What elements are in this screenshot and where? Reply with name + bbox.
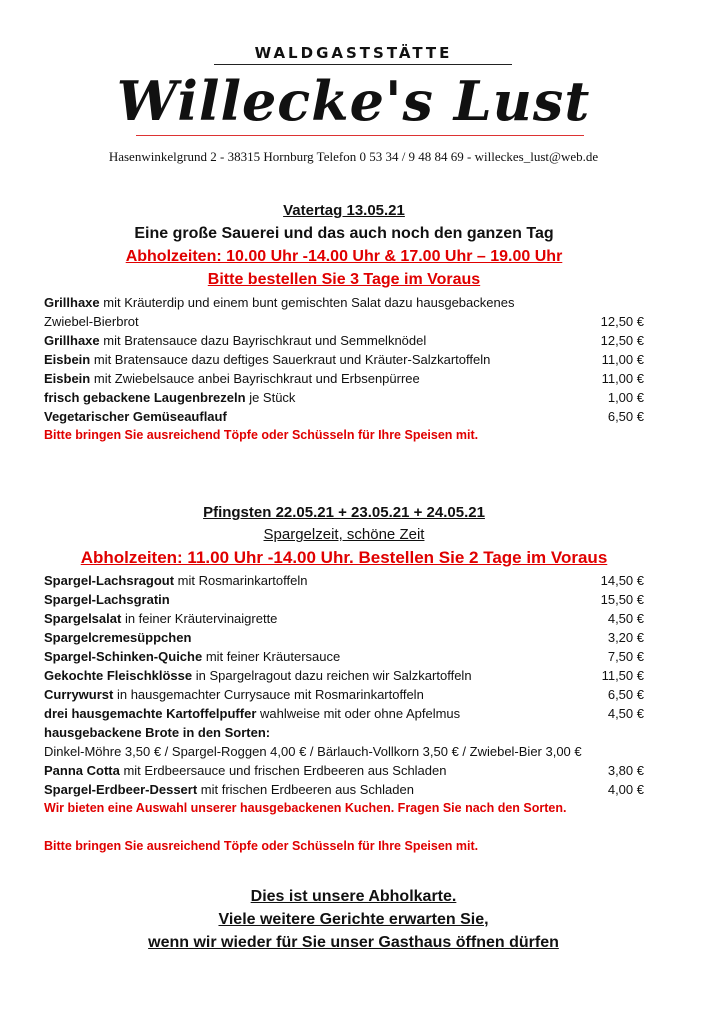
menu-row	[44, 388, 644, 407]
dish-desc: mit Bratensauce dazu Bayrischkraut und Semmelknödel	[99, 333, 427, 348]
section1-menu	[44, 293, 644, 445]
dish-name: Panna Cotta	[44, 763, 120, 778]
section2-heading	[44, 502, 644, 569]
menu-row	[44, 628, 644, 647]
section2-pickup: Abholzeiten: 11.00 Uhr -14.00 Uhr. Bestellen Sie 2 Tage im Voraus	[80, 548, 608, 567]
dish-price: 11,00 €	[601, 371, 644, 386]
section2-bring-note: Bitte bringen Sie ausreichend Töpfe oder Schüsseln für Ihre Speisen mit.	[44, 839, 479, 853]
dish-price: 15,50 €	[600, 592, 644, 607]
dish-price: 3,20 €	[607, 630, 644, 645]
dish-desc: Zwiebel-Bierbrot	[44, 314, 139, 329]
dish-desc: wahlweise mit oder ohne Apfelmus	[256, 706, 461, 721]
section1-title: Vatertag 13.05.21	[283, 202, 405, 219]
section2-subtitle: Spargelzeit, schöne Zeit	[263, 526, 425, 543]
kicker-divider	[214, 64, 512, 65]
dish-price: 14,50 €	[600, 573, 644, 588]
menu-row	[44, 742, 644, 761]
dish-price	[584, 742, 644, 761]
menu-row	[44, 780, 644, 799]
section2-menu	[44, 571, 644, 856]
dish-price: 11,00 €	[601, 352, 644, 367]
dish-name: Vegetarischer Gemüseauflauf	[44, 409, 227, 424]
dish-name: Grillhaxe	[44, 333, 100, 348]
dish-name: Grillhaxe	[44, 295, 100, 310]
menu-row	[44, 685, 644, 704]
menu-row	[44, 609, 644, 628]
dish-name: Currywurst	[44, 687, 114, 702]
dish-name: Spargel-Schinken-Quiche	[44, 649, 203, 664]
closing-line-3: wenn wir wieder für Sie unser Gasthaus öffnen dürfen	[148, 934, 559, 951]
dish-name: Spargel-Lachsragout	[44, 573, 175, 588]
section2-cake-note: Wir bieten eine Auswahl unserer hausgebackenen Kuchen. Fragen Sie nach den Sorten.	[44, 801, 567, 815]
dish-desc: mit Bratensauce dazu deftiges Sauerkraut und Kräuter-Salzkartoffeln	[90, 352, 491, 367]
dish-price: 4,50 €	[607, 611, 644, 626]
closing-line-1: Dies ist unsere Abholkarte.	[250, 888, 457, 905]
dish-price: 3,80 €	[607, 763, 644, 778]
menu-row	[44, 666, 644, 685]
dish-name: Spargelcremesüppchen	[44, 630, 192, 645]
menu-row	[44, 723, 644, 742]
dish-desc: mit Erdbeersauce und frischen Erdbeeren aus Schladen	[119, 763, 447, 778]
section1-heading	[44, 200, 644, 291]
dish-price: 12,50 €	[600, 333, 644, 348]
dish-price: 11,50 €	[601, 668, 644, 683]
dish-name: Spargel-Lachsgratin	[44, 592, 170, 607]
dish-name: Gekochte Fleischklösse	[44, 668, 193, 683]
logo-divider	[136, 135, 584, 136]
menu-row	[44, 590, 644, 609]
dish-desc: in feiner Kräutervinaigrette	[121, 611, 278, 626]
menu-row	[44, 369, 644, 388]
dish-price: 7,50 €	[607, 649, 644, 664]
section1-order-note: Bitte bestellen Sie 3 Tage im Voraus	[207, 271, 481, 288]
dish-price	[584, 293, 644, 312]
dish-desc: in hausgemachter Currysauce mit Rosmarinkartoffeln	[113, 687, 424, 702]
dish-price	[584, 723, 644, 742]
menu-row	[44, 293, 644, 312]
dish-price: 6,50 €	[607, 409, 644, 424]
closing-message	[0, 885, 707, 954]
restaurant-logo: Willecke's Lust	[116, 69, 591, 133]
menu-row	[44, 571, 644, 590]
section2-title: Pfingsten 22.05.21 + 23.05.21 + 24.05.21	[203, 504, 485, 521]
dish-desc: mit Zwiebelsauce anbei Bayrischkraut und Erbsenpürree	[90, 371, 420, 386]
dish-name: Spargel-Erdbeer-Dessert	[44, 782, 198, 797]
dish-name: Spargelsalat	[44, 611, 122, 626]
dish-desc: mit Rosmarinkartoffeln	[174, 573, 308, 588]
dish-desc: in Spargelragout dazu reichen wir Salzkartoffeln	[192, 668, 472, 683]
section1-subtitle: Eine große Sauerei und das auch noch den ganzen Tag	[134, 225, 554, 242]
section1-pickup: Abholzeiten: 10.00 Uhr -14.00 Uhr & 17.00 Uhr – 19.00 Uhr	[125, 248, 563, 265]
closing-line-2: Viele weitere Gerichte erwarten Sie,	[218, 911, 489, 928]
address-line: Hasenwinkelgrund 2 - 38315 Hornburg Telefon 0 53 34 / 9 48 84 69 - willeckes_lust@web.de	[108, 149, 599, 164]
dish-desc: mit frischen Erdbeeren aus Schladen	[197, 782, 414, 797]
menu-row	[44, 331, 644, 350]
dish-desc: je Stück	[245, 390, 296, 405]
menu-row	[44, 350, 644, 369]
menu-row	[44, 761, 644, 780]
dish-price: 12,50 €	[600, 314, 644, 329]
kicker-text: WALDGASTSTÄTTE	[254, 44, 453, 62]
menu-row	[44, 647, 644, 666]
dish-name: hausgebackene Brote in den Sorten:	[44, 725, 271, 740]
dish-price: 1,00 €	[607, 390, 644, 405]
menu-row	[44, 312, 644, 331]
dish-name: Eisbein	[44, 371, 91, 386]
menu-row	[44, 407, 644, 426]
menu-row	[44, 704, 644, 723]
dish-price: 4,00 €	[607, 782, 644, 797]
dish-desc: mit Kräuterdip und einem bunt gemischten Salat dazu hausgebackenes	[99, 295, 515, 310]
section1-bring-note: Bitte bringen Sie ausreichend Töpfe oder Schüsseln für Ihre Speisen mit.	[44, 428, 479, 442]
dish-name: drei hausgemachte Kartoffelpuffer	[44, 706, 257, 721]
dish-name: Eisbein	[44, 352, 91, 367]
dish-desc: Dinkel-Möhre 3,50 € / Spargel-Roggen 4,00 € / Bärlauch-Vollkorn 3,50 € / Zwiebel-Bier 3,00 €	[44, 744, 582, 759]
dish-price: 4,50 €	[607, 706, 644, 721]
dish-desc: mit feiner Kräutersauce	[202, 649, 341, 664]
dish-price: 6,50 €	[607, 687, 644, 702]
dish-name: frisch gebackene Laugenbrezeln	[44, 390, 246, 405]
